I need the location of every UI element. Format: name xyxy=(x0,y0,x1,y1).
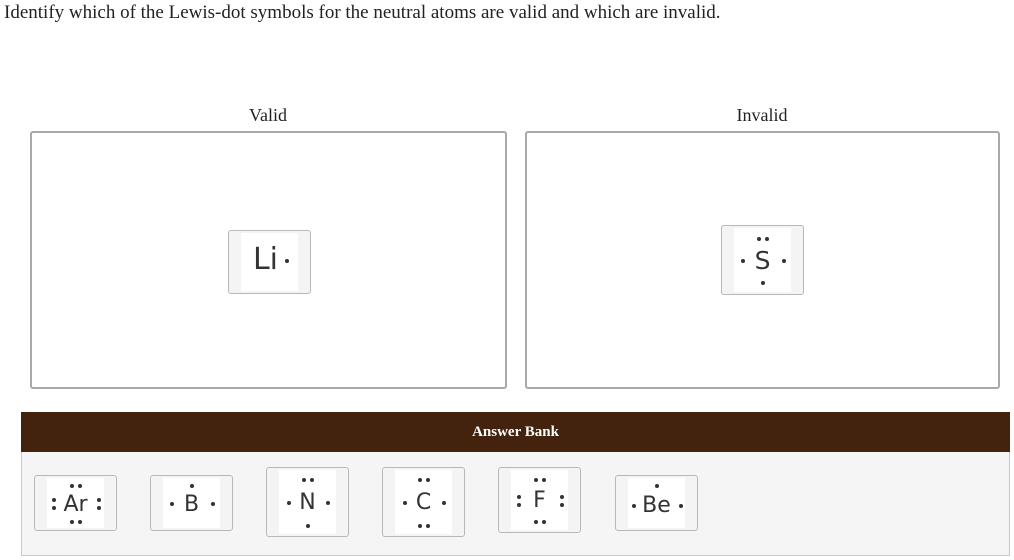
question-text: Identify which of the Lewis-dot symbols for the neutral atoms are valid and which are invalid. xyxy=(4,2,721,23)
lewis-tile-c[interactable] xyxy=(382,467,465,537)
valence-dot xyxy=(679,504,683,508)
valence-dot xyxy=(517,495,521,499)
answer-bank[interactable] xyxy=(21,452,1010,556)
element-symbol: N xyxy=(299,490,316,515)
valence-dot xyxy=(426,524,430,528)
element-symbol: S xyxy=(754,246,771,275)
answer-bank-header: Answer Bank xyxy=(21,412,1010,452)
valence-dot xyxy=(517,503,521,507)
valence-dot xyxy=(761,281,765,285)
valence-dot xyxy=(52,498,56,502)
valence-dot xyxy=(542,478,546,482)
valence-dot xyxy=(442,501,446,505)
lewis-tile-b[interactable] xyxy=(150,475,233,531)
valence-dot xyxy=(287,501,291,505)
valence-dot xyxy=(78,484,82,488)
valence-dot xyxy=(426,478,430,482)
valence-dot xyxy=(741,259,745,263)
lewis-tile-s[interactable] xyxy=(721,225,804,295)
invalid-zone-label: Invalid xyxy=(736,105,788,125)
valence-dot xyxy=(302,478,306,482)
valence-dot xyxy=(326,501,330,505)
valence-dot xyxy=(418,478,422,482)
valence-dot xyxy=(211,502,215,506)
valence-dot xyxy=(534,478,538,482)
valence-dot xyxy=(97,506,101,510)
valence-dot xyxy=(285,259,289,263)
valence-dot xyxy=(418,524,422,528)
valence-dot xyxy=(632,504,636,508)
valid-drop-zone[interactable] xyxy=(30,131,507,389)
valence-dot xyxy=(306,524,310,528)
lewis-tile-be[interactable] xyxy=(615,475,698,531)
valence-dot xyxy=(70,484,74,488)
valence-dot xyxy=(78,520,82,524)
valence-dot xyxy=(310,478,314,482)
element-symbol: C xyxy=(415,490,432,515)
valence-dot xyxy=(170,502,174,506)
valence-dot xyxy=(560,503,564,507)
element-symbol: B xyxy=(183,492,200,517)
valence-dot xyxy=(403,501,407,505)
valence-dot xyxy=(52,506,56,510)
valence-dot xyxy=(757,237,761,241)
lewis-tile-li[interactable] xyxy=(228,230,311,294)
element-symbol: Ar xyxy=(63,492,88,517)
element-symbol: Li xyxy=(252,242,279,277)
element-symbol: Be xyxy=(642,493,671,518)
lewis-tile-n[interactable] xyxy=(266,467,349,537)
valence-dot xyxy=(542,520,546,524)
valence-dot xyxy=(560,495,564,499)
valence-dot xyxy=(190,484,194,488)
valid-zone-label: Valid xyxy=(249,105,287,125)
lewis-tile-f[interactable] xyxy=(498,467,581,533)
valence-dot xyxy=(70,520,74,524)
invalid-drop-zone[interactable] xyxy=(525,131,1000,389)
valence-dot xyxy=(97,498,101,502)
element-symbol: F xyxy=(533,488,546,513)
valence-dot xyxy=(534,520,538,524)
valence-dot xyxy=(765,237,769,241)
valence-dot xyxy=(782,259,786,263)
valence-dot xyxy=(655,484,659,488)
lewis-tile-ar[interactable] xyxy=(34,475,117,531)
